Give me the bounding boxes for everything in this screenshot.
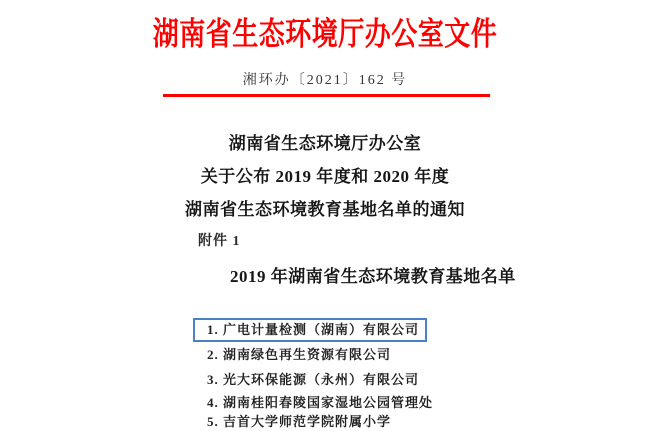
notice-title bbox=[0, 127, 650, 226]
list-item: 4. 湖南桂阳春陵国家湿地公园管理处 bbox=[207, 395, 434, 410]
red-divider-line bbox=[163, 94, 490, 97]
notice-title-line1: 湖南省生态环境厅办公室 bbox=[228, 134, 422, 153]
list-item: 3. 光大环保能源（永州）有限公司 bbox=[207, 372, 420, 387]
list-item bbox=[193, 318, 427, 342]
attachment-label: 附件 1 bbox=[198, 234, 241, 249]
highlight-box: 1. 广电计量检测（湖南）有限公司 bbox=[193, 318, 427, 342]
list-item: 2. 湖南绿色再生资源有限公司 bbox=[207, 347, 392, 362]
document-number: 湘环办〔2021〕162 号 bbox=[242, 73, 408, 88]
notice-title-line2: 关于公布 2019 年度和 2020 年度 bbox=[200, 167, 450, 186]
list-item: 5. 吉首大学师范学院附属小学 bbox=[207, 414, 392, 429]
attachment-heading: 2019 年湖南省生态环境教育基地名单 bbox=[230, 267, 516, 286]
document-header-title: 湖南省生态环境厅办公室文件 bbox=[152, 16, 498, 52]
notice-title-line3: 湖南省生态环境教育基地名单的通知 bbox=[185, 200, 465, 219]
